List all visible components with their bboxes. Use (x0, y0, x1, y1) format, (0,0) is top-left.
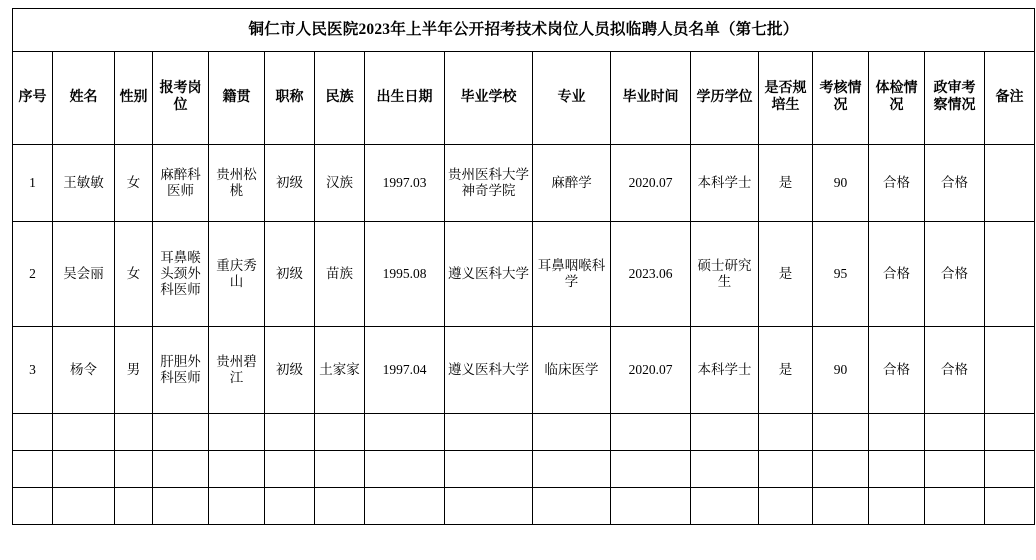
column-header-major: 专业 (533, 52, 611, 145)
column-header-birth: 出生日期 (365, 52, 445, 145)
cell-empty (691, 451, 759, 488)
cell-empty (533, 488, 611, 525)
cell-graduation: 2020.07 (611, 327, 691, 414)
cell-seq: 3 (13, 327, 53, 414)
document-page (0, 8, 1036, 560)
cell-empty (315, 488, 365, 525)
column-header-degree: 学历学位 (691, 52, 759, 145)
cell-empty (813, 414, 869, 451)
cell-empty (611, 451, 691, 488)
cell-remark (985, 145, 1035, 222)
cell-degree: 本科学士 (691, 145, 759, 222)
cell-birth: 1995.08 (365, 222, 445, 327)
cell-post: 肝胆外科医师 (153, 327, 209, 414)
cell-empty (53, 451, 115, 488)
column-header-name: 姓名 (53, 52, 115, 145)
cell-empty (365, 414, 445, 451)
cell-major: 临床医学 (533, 327, 611, 414)
cell-empty (869, 451, 925, 488)
cell-title: 初级 (265, 327, 315, 414)
cell-empty (759, 414, 813, 451)
table-row-empty (13, 488, 1035, 525)
cell-empty (209, 488, 265, 525)
cell-empty (759, 488, 813, 525)
cell-name: 杨令 (53, 327, 115, 414)
cell-birth: 1997.04 (365, 327, 445, 414)
table-row (13, 222, 1035, 327)
column-header-ethnic: 民族 (315, 52, 365, 145)
cell-seq: 1 (13, 145, 53, 222)
cell-degree: 本科学士 (691, 327, 759, 414)
column-header-graduation: 毕业时间 (611, 52, 691, 145)
cell-empty (153, 451, 209, 488)
cell-political: 合格 (925, 327, 985, 414)
column-header-post: 报考岗位 (153, 52, 209, 145)
cell-empty (13, 414, 53, 451)
cell-school: 遵义医科大学 (445, 327, 533, 414)
cell-empty (925, 488, 985, 525)
column-header-physical: 体检情况 (869, 52, 925, 145)
column-header-training: 是否规培生 (759, 52, 813, 145)
cell-empty (813, 488, 869, 525)
cell-exam: 90 (813, 145, 869, 222)
cell-name: 吴会丽 (53, 222, 115, 327)
cell-post: 耳鼻喉头颈外科医师 (153, 222, 209, 327)
cell-ethnic: 汉族 (315, 145, 365, 222)
cell-political: 合格 (925, 222, 985, 327)
cell-title: 初级 (265, 145, 315, 222)
cell-sex: 女 (115, 145, 153, 222)
cell-empty (925, 451, 985, 488)
column-header-seq: 序号 (13, 52, 53, 145)
cell-remark (985, 222, 1035, 327)
cell-empty (445, 414, 533, 451)
cell-empty (445, 488, 533, 525)
column-header-exam: 考核情况 (813, 52, 869, 145)
cell-origin: 重庆秀山 (209, 222, 265, 327)
cell-empty (115, 488, 153, 525)
cell-empty (13, 451, 53, 488)
cell-origin: 贵州碧江 (209, 327, 265, 414)
cell-empty (691, 488, 759, 525)
cell-major: 耳鼻咽喉科学 (533, 222, 611, 327)
column-header-school: 毕业学校 (445, 52, 533, 145)
cell-empty (53, 414, 115, 451)
cell-empty (533, 451, 611, 488)
cell-empty (115, 451, 153, 488)
cell-empty (611, 414, 691, 451)
cell-empty (813, 451, 869, 488)
cell-empty (153, 488, 209, 525)
cell-empty (925, 414, 985, 451)
cell-empty (365, 451, 445, 488)
cell-empty (115, 414, 153, 451)
cell-empty (315, 451, 365, 488)
cell-post: 麻醉科医师 (153, 145, 209, 222)
cell-empty (13, 488, 53, 525)
page-title: 铜仁市人民医院2023年上半年公开招考技术岗位人员拟临聘人员名单（第七批） (13, 9, 1035, 52)
cell-empty (365, 488, 445, 525)
cell-empty (759, 451, 813, 488)
cell-ethnic: 土家家 (315, 327, 365, 414)
cell-political: 合格 (925, 145, 985, 222)
cell-physical: 合格 (869, 327, 925, 414)
cell-empty (53, 488, 115, 525)
cell-physical: 合格 (869, 222, 925, 327)
cell-origin: 贵州松桃 (209, 145, 265, 222)
cell-empty (209, 451, 265, 488)
cell-physical: 合格 (869, 145, 925, 222)
cell-empty (315, 414, 365, 451)
table-header-row (13, 52, 1035, 145)
cell-training: 是 (759, 145, 813, 222)
document-title-row (13, 9, 1035, 52)
cell-training: 是 (759, 327, 813, 414)
personnel-list-table (12, 8, 1035, 525)
cell-empty (985, 488, 1035, 525)
cell-sex: 男 (115, 327, 153, 414)
column-header-origin: 籍贯 (209, 52, 265, 145)
table-row-empty (13, 451, 1035, 488)
column-header-sex: 性别 (115, 52, 153, 145)
cell-empty (445, 451, 533, 488)
cell-empty (265, 488, 315, 525)
cell-degree: 硕士研究生 (691, 222, 759, 327)
cell-exam: 95 (813, 222, 869, 327)
cell-empty (985, 451, 1035, 488)
table-row (13, 145, 1035, 222)
cell-school: 遵义医科大学 (445, 222, 533, 327)
cell-sex: 女 (115, 222, 153, 327)
cell-graduation: 2023.06 (611, 222, 691, 327)
cell-major: 麻醉学 (533, 145, 611, 222)
cell-empty (869, 414, 925, 451)
cell-name: 王敏敏 (53, 145, 115, 222)
cell-empty (209, 414, 265, 451)
cell-empty (265, 414, 315, 451)
cell-empty (985, 414, 1035, 451)
column-header-remark: 备注 (985, 52, 1035, 145)
cell-title: 初级 (265, 222, 315, 327)
cell-school: 贵州医科大学神奇学院 (445, 145, 533, 222)
cell-remark (985, 327, 1035, 414)
column-header-political: 政审考察情况 (925, 52, 985, 145)
cell-training: 是 (759, 222, 813, 327)
table-row-empty (13, 414, 1035, 451)
cell-empty (265, 451, 315, 488)
cell-ethnic: 苗族 (315, 222, 365, 327)
cell-empty (533, 414, 611, 451)
column-header-title: 职称 (265, 52, 315, 145)
table-row (13, 327, 1035, 414)
cell-empty (611, 488, 691, 525)
cell-empty (869, 488, 925, 525)
cell-empty (153, 414, 209, 451)
cell-birth: 1997.03 (365, 145, 445, 222)
cell-graduation: 2020.07 (611, 145, 691, 222)
cell-seq: 2 (13, 222, 53, 327)
cell-exam: 90 (813, 327, 869, 414)
cell-empty (691, 414, 759, 451)
